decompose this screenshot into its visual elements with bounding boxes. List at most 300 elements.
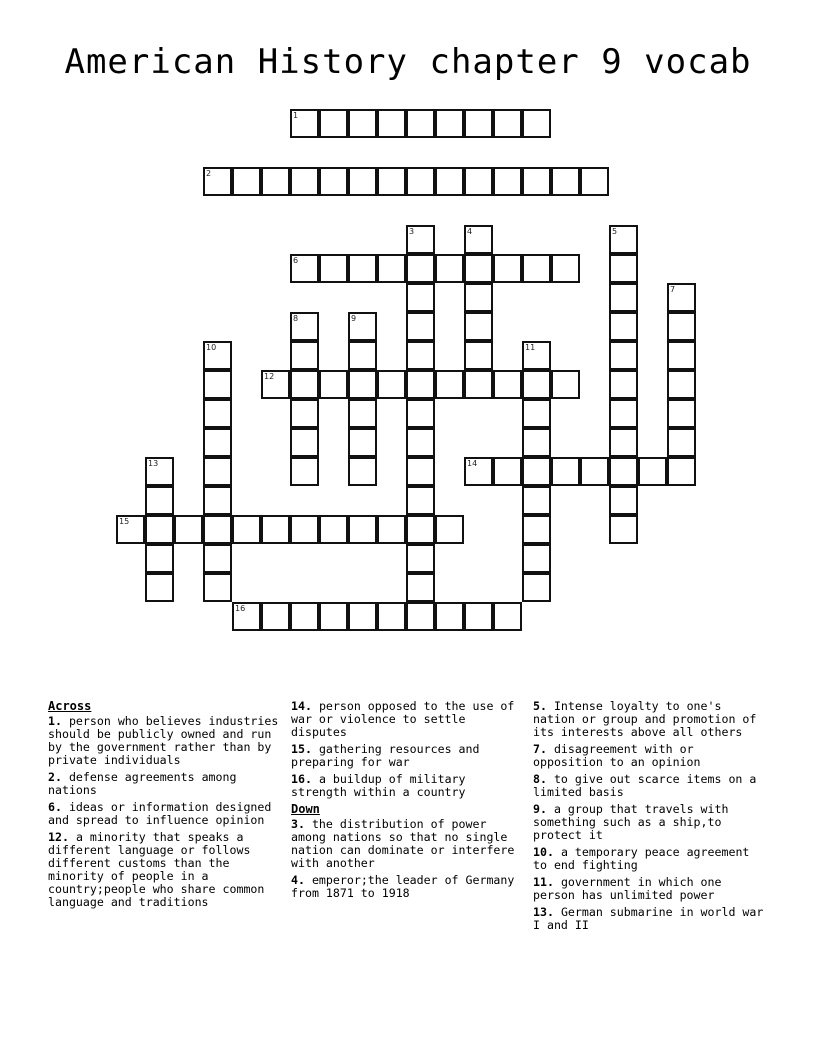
grid-cell[interactable] [609, 428, 638, 457]
letter-input[interactable] [524, 546, 549, 571]
clue-text: the distribution of power among nations so that no single nation can dominate or interfere with another [291, 817, 515, 870]
letter-input[interactable] [437, 169, 462, 194]
grid-cell[interactable] [406, 109, 435, 138]
letter-input[interactable] [147, 488, 172, 513]
letter-input[interactable] [408, 517, 433, 542]
letter-input[interactable] [292, 169, 317, 194]
letter-input[interactable] [408, 546, 433, 571]
letter-input[interactable] [263, 517, 288, 542]
grid-cell[interactable] [406, 602, 435, 631]
grid-cell[interactable] [667, 457, 696, 486]
letter-input[interactable] [321, 111, 346, 136]
grid-cell[interactable] [406, 573, 435, 602]
grid-cell[interactable] [464, 109, 493, 138]
letter-input[interactable] [611, 430, 636, 455]
grid-cell[interactable] [522, 486, 551, 515]
letter-input[interactable] [524, 111, 549, 136]
grid-cell[interactable] [580, 457, 609, 486]
grid-cell[interactable] [638, 457, 667, 486]
letter-input[interactable] [205, 459, 230, 484]
grid-cell[interactable] [580, 167, 609, 196]
grid-cell[interactable] [348, 399, 377, 428]
letter-input[interactable] [408, 430, 433, 455]
grid-cell[interactable] [203, 544, 232, 573]
grid-cell[interactable] [522, 457, 551, 486]
grid-cell[interactable] [261, 167, 290, 196]
letter-input[interactable] [408, 575, 433, 600]
grid-cell[interactable] [464, 254, 493, 283]
letter-input[interactable] [379, 169, 404, 194]
grid-cell[interactable] [377, 515, 406, 544]
letter-input[interactable] [611, 401, 636, 426]
clue-number-label: 12 [264, 372, 275, 381]
clue-number: 9. [533, 802, 547, 816]
clue-number-label: 8 [293, 314, 299, 323]
grid-cell[interactable] [290, 370, 319, 399]
letter-input[interactable] [524, 575, 549, 600]
clue-text: government in which one person has unlimited power [533, 875, 722, 902]
letter-input[interactable] [553, 256, 578, 281]
grid-cell[interactable] [522, 167, 551, 196]
grid-cell[interactable] [203, 486, 232, 515]
letter-input[interactable] [495, 372, 520, 397]
letter-input[interactable] [263, 372, 288, 397]
letter-input[interactable] [321, 372, 346, 397]
grid-cell[interactable] [203, 428, 232, 457]
clue-number: 10. [533, 845, 554, 859]
grid-cell[interactable] [464, 370, 493, 399]
grid-cell[interactable] [203, 515, 232, 544]
clue-number-label: 7 [670, 285, 676, 294]
grid-cell[interactable] [377, 254, 406, 283]
grid-cell[interactable] [551, 370, 580, 399]
letter-input[interactable] [205, 488, 230, 513]
grid-cell[interactable] [493, 254, 522, 283]
grid-cell[interactable] [667, 283, 696, 312]
grid-cell[interactable] [522, 515, 551, 544]
letter-input[interactable] [437, 111, 462, 136]
grid-cell[interactable] [348, 602, 377, 631]
grid-cell[interactable] [377, 167, 406, 196]
grid-cell[interactable] [145, 486, 174, 515]
letter-input[interactable] [234, 517, 259, 542]
grid-cell[interactable] [609, 515, 638, 544]
grid-cell[interactable] [290, 428, 319, 457]
grid-cell[interactable] [348, 515, 377, 544]
letter-input[interactable] [147, 459, 172, 484]
clue-number: 12. [48, 830, 69, 844]
clue-number-label: 5 [612, 227, 618, 236]
letter-input[interactable] [263, 169, 288, 194]
letter-input[interactable] [292, 111, 317, 136]
down-heading: Down [291, 802, 320, 816]
letter-input[interactable] [611, 227, 636, 252]
grid-cell[interactable] [116, 515, 145, 544]
letter-input[interactable] [147, 517, 172, 542]
letter-input[interactable] [466, 343, 491, 368]
letter-input[interactable] [437, 517, 462, 542]
letter-input[interactable] [553, 459, 578, 484]
grid-cell[interactable] [406, 167, 435, 196]
grid-cell[interactable] [609, 254, 638, 283]
letter-input[interactable] [611, 459, 636, 484]
grid-cell[interactable] [464, 457, 493, 486]
letter-input[interactable] [466, 459, 491, 484]
letter-input[interactable] [524, 488, 549, 513]
letter-input[interactable] [553, 169, 578, 194]
grid-cell[interactable] [435, 254, 464, 283]
clue-number: 8. [533, 772, 547, 786]
letter-input[interactable] [466, 372, 491, 397]
grid-cell[interactable] [435, 602, 464, 631]
letter-input[interactable] [611, 256, 636, 281]
letter-input[interactable] [205, 343, 230, 368]
clue-number-label: 16 [235, 604, 246, 613]
letter-input[interactable] [640, 459, 665, 484]
letter-input[interactable] [350, 169, 375, 194]
grid-cell[interactable] [493, 109, 522, 138]
grid-cell[interactable] [348, 109, 377, 138]
clue-text: disagreement with or opposition to an opinion [533, 742, 701, 769]
grid-cell[interactable] [493, 457, 522, 486]
clue-across-15 [291, 743, 527, 769]
grid-cell[interactable] [406, 283, 435, 312]
grid-cell[interactable] [493, 370, 522, 399]
grid-cell[interactable] [377, 602, 406, 631]
letter-input[interactable] [408, 488, 433, 513]
letter-input[interactable] [234, 169, 259, 194]
letter-input[interactable] [292, 430, 317, 455]
letter-input[interactable] [205, 575, 230, 600]
letter-input[interactable] [350, 430, 375, 455]
letter-input[interactable] [524, 343, 549, 368]
letter-input[interactable] [205, 517, 230, 542]
grid-cell[interactable] [522, 399, 551, 428]
grid-cell[interactable] [522, 341, 551, 370]
letter-input[interactable] [379, 517, 404, 542]
letter-input[interactable] [350, 604, 375, 629]
grid-cell[interactable] [377, 109, 406, 138]
clue-number-label: 11 [525, 343, 536, 352]
grid-cell[interactable] [203, 573, 232, 602]
letter-input[interactable] [408, 169, 433, 194]
grid-cell[interactable] [290, 167, 319, 196]
grid-cell[interactable] [609, 312, 638, 341]
grid-cell[interactable] [145, 457, 174, 486]
letter-input[interactable] [350, 459, 375, 484]
grid-cell[interactable] [406, 428, 435, 457]
grid-cell[interactable] [348, 370, 377, 399]
letter-input[interactable] [524, 401, 549, 426]
letter-input[interactable] [408, 111, 433, 136]
grid-cell[interactable] [290, 312, 319, 341]
letter-input[interactable] [408, 227, 433, 252]
grid-cell[interactable] [551, 167, 580, 196]
letter-input[interactable] [669, 430, 694, 455]
clue-across-12 [48, 831, 284, 909]
letter-input[interactable] [524, 459, 549, 484]
letter-input[interactable] [437, 372, 462, 397]
grid-cell[interactable] [609, 283, 638, 312]
grid-cell[interactable] [609, 225, 638, 254]
letter-input[interactable] [205, 430, 230, 455]
grid-cell[interactable] [522, 544, 551, 573]
grid-cell[interactable] [261, 370, 290, 399]
grid-cell[interactable] [406, 544, 435, 573]
grid-cell[interactable] [609, 370, 638, 399]
letter-input[interactable] [379, 256, 404, 281]
grid-cell[interactable] [290, 254, 319, 283]
grid-cell[interactable] [464, 341, 493, 370]
letter-input[interactable] [379, 111, 404, 136]
clue-text: defense agreements among nations [48, 770, 237, 797]
letter-input[interactable] [582, 169, 607, 194]
grid-cell[interactable] [609, 486, 638, 515]
letter-input[interactable] [466, 111, 491, 136]
letter-input[interactable] [350, 314, 375, 339]
grid-cell[interactable] [145, 573, 174, 602]
letter-input[interactable] [669, 314, 694, 339]
letter-input[interactable] [350, 111, 375, 136]
clue-text: a group that travels with something such as a ship,to protect it [533, 802, 729, 842]
letter-input[interactable] [147, 575, 172, 600]
letter-input[interactable] [350, 517, 375, 542]
grid-cell[interactable] [203, 341, 232, 370]
grid-cell[interactable] [493, 602, 522, 631]
letter-input[interactable] [408, 459, 433, 484]
clue-text: German submarine in world war I and II [533, 905, 764, 932]
clue-down-13 [533, 906, 769, 932]
grid-cell[interactable] [551, 457, 580, 486]
grid-cell[interactable] [406, 254, 435, 283]
grid-cell[interactable] [319, 515, 348, 544]
letter-input[interactable] [292, 604, 317, 629]
clue-number: 7. [533, 742, 547, 756]
letter-input[interactable] [466, 227, 491, 252]
letter-input[interactable] [466, 604, 491, 629]
clue-number: 4. [291, 873, 305, 887]
clue-number-label: 10 [206, 343, 217, 352]
clue-number: 15. [291, 742, 312, 756]
grid-cell[interactable] [435, 167, 464, 196]
letter-input[interactable] [408, 372, 433, 397]
letter-input[interactable] [321, 604, 346, 629]
letter-input[interactable] [379, 372, 404, 397]
grid-cell[interactable] [464, 602, 493, 631]
grid-cell[interactable] [406, 225, 435, 254]
letter-input[interactable] [495, 256, 520, 281]
letter-input[interactable] [466, 256, 491, 281]
letter-input[interactable] [524, 430, 549, 455]
grid-cell[interactable] [435, 515, 464, 544]
grid-cell[interactable] [667, 312, 696, 341]
grid-cell[interactable] [319, 370, 348, 399]
grid-cell[interactable] [406, 515, 435, 544]
clue-column-3 [533, 700, 769, 936]
letter-input[interactable] [379, 604, 404, 629]
letter-input[interactable] [466, 169, 491, 194]
grid-cell[interactable] [203, 167, 232, 196]
grid-cell[interactable] [435, 109, 464, 138]
letter-input[interactable] [408, 604, 433, 629]
letter-input[interactable] [292, 372, 317, 397]
letter-input[interactable] [524, 372, 549, 397]
letter-input[interactable] [669, 285, 694, 310]
grid-cell[interactable] [522, 109, 551, 138]
letter-input[interactable] [176, 517, 201, 542]
grid-cell[interactable] [609, 341, 638, 370]
letter-input[interactable] [205, 546, 230, 571]
letter-input[interactable] [350, 372, 375, 397]
grid-cell[interactable] [348, 254, 377, 283]
letter-input[interactable] [611, 343, 636, 368]
grid-cell[interactable] [406, 341, 435, 370]
grid-cell[interactable] [522, 254, 551, 283]
grid-cell[interactable] [522, 573, 551, 602]
letter-input[interactable] [582, 459, 607, 484]
letter-input[interactable] [292, 256, 317, 281]
grid-cell[interactable] [145, 515, 174, 544]
letter-input[interactable] [669, 459, 694, 484]
clue-number-label: 2 [206, 169, 212, 178]
letter-input[interactable] [350, 256, 375, 281]
grid-cell[interactable] [464, 312, 493, 341]
grid-cell[interactable] [203, 399, 232, 428]
clue-text: emperor;the leader of Germany from 1871 to 1918 [291, 873, 515, 900]
grid-cell[interactable] [203, 457, 232, 486]
letter-input[interactable] [408, 314, 433, 339]
grid-cell[interactable] [174, 515, 203, 544]
grid-cell[interactable] [406, 312, 435, 341]
letter-input[interactable] [408, 285, 433, 310]
letter-input[interactable] [524, 517, 549, 542]
grid-cell[interactable] [667, 370, 696, 399]
letter-input[interactable] [495, 111, 520, 136]
clue-number: 6. [48, 800, 62, 814]
letter-input[interactable] [321, 256, 346, 281]
grid-cell[interactable] [522, 428, 551, 457]
letter-input[interactable] [321, 517, 346, 542]
letter-input[interactable] [495, 459, 520, 484]
letter-input[interactable] [205, 169, 230, 194]
grid-cell[interactable] [667, 399, 696, 428]
letter-input[interactable] [611, 517, 636, 542]
grid-cell[interactable] [290, 457, 319, 486]
letter-input[interactable] [553, 372, 578, 397]
letter-input[interactable] [669, 343, 694, 368]
grid-cell[interactable] [406, 399, 435, 428]
letter-input[interactable] [495, 604, 520, 629]
letter-input[interactable] [205, 401, 230, 426]
letter-input[interactable] [524, 169, 549, 194]
letter-input[interactable] [408, 401, 433, 426]
grid-cell[interactable] [377, 370, 406, 399]
letter-input[interactable] [669, 401, 694, 426]
grid-cell[interactable] [319, 254, 348, 283]
clue-number-label: 9 [351, 314, 357, 323]
letter-input[interactable] [524, 256, 549, 281]
grid-cell[interactable] [261, 602, 290, 631]
letter-input[interactable] [466, 314, 491, 339]
clue-across-6 [48, 801, 284, 827]
grid-cell[interactable] [348, 457, 377, 486]
clue-number: 16. [291, 772, 312, 786]
grid-cell[interactable] [406, 370, 435, 399]
letter-input[interactable] [118, 517, 143, 542]
grid-cell[interactable] [261, 515, 290, 544]
letter-input[interactable] [292, 459, 317, 484]
letter-input[interactable] [292, 314, 317, 339]
grid-cell[interactable] [290, 109, 319, 138]
grid-cell[interactable] [232, 602, 261, 631]
letter-input[interactable] [437, 256, 462, 281]
grid-cell[interactable] [406, 486, 435, 515]
grid-cell[interactable] [464, 225, 493, 254]
letter-input[interactable] [292, 343, 317, 368]
letter-input[interactable] [234, 604, 259, 629]
letter-input[interactable] [611, 372, 636, 397]
grid-cell[interactable] [493, 167, 522, 196]
grid-cell[interactable] [348, 341, 377, 370]
grid-cell[interactable] [609, 399, 638, 428]
letter-input[interactable] [292, 517, 317, 542]
letter-input[interactable] [611, 314, 636, 339]
grid-cell[interactable] [348, 428, 377, 457]
grid-cell[interactable] [551, 254, 580, 283]
grid-cell[interactable] [406, 457, 435, 486]
clue-text: to give out scarce items on a limited basis [533, 772, 757, 799]
grid-cell[interactable] [319, 109, 348, 138]
letter-input[interactable] [611, 488, 636, 513]
letter-input[interactable] [350, 343, 375, 368]
grid-cell[interactable] [464, 167, 493, 196]
grid-cell[interactable] [290, 515, 319, 544]
grid-cell[interactable] [667, 428, 696, 457]
letter-input[interactable] [611, 285, 636, 310]
letter-input[interactable] [669, 372, 694, 397]
letter-input[interactable] [292, 401, 317, 426]
grid-cell[interactable] [319, 167, 348, 196]
clue-down-9 [533, 803, 769, 842]
letter-input[interactable] [350, 401, 375, 426]
letter-input[interactable] [408, 343, 433, 368]
grid-cell[interactable] [290, 341, 319, 370]
letter-input[interactable] [466, 285, 491, 310]
letter-input[interactable] [147, 546, 172, 571]
grid-cell[interactable] [435, 370, 464, 399]
letter-input[interactable] [437, 604, 462, 629]
grid-cell[interactable] [348, 312, 377, 341]
grid-cell[interactable] [522, 370, 551, 399]
grid-cell[interactable] [232, 515, 261, 544]
letter-input[interactable] [263, 604, 288, 629]
grid-cell[interactable] [319, 602, 348, 631]
grid-cell[interactable] [667, 341, 696, 370]
grid-cell[interactable] [290, 602, 319, 631]
grid-cell[interactable] [348, 167, 377, 196]
letter-input[interactable] [495, 169, 520, 194]
clue-number-label: 13 [148, 459, 159, 468]
letter-input[interactable] [408, 256, 433, 281]
grid-cell[interactable] [609, 457, 638, 486]
grid-cell[interactable] [203, 370, 232, 399]
grid-cell[interactable] [145, 544, 174, 573]
grid-cell[interactable] [232, 167, 261, 196]
grid-cell[interactable] [464, 283, 493, 312]
grid-cell[interactable] [290, 399, 319, 428]
letter-input[interactable] [321, 169, 346, 194]
letter-input[interactable] [205, 372, 230, 397]
